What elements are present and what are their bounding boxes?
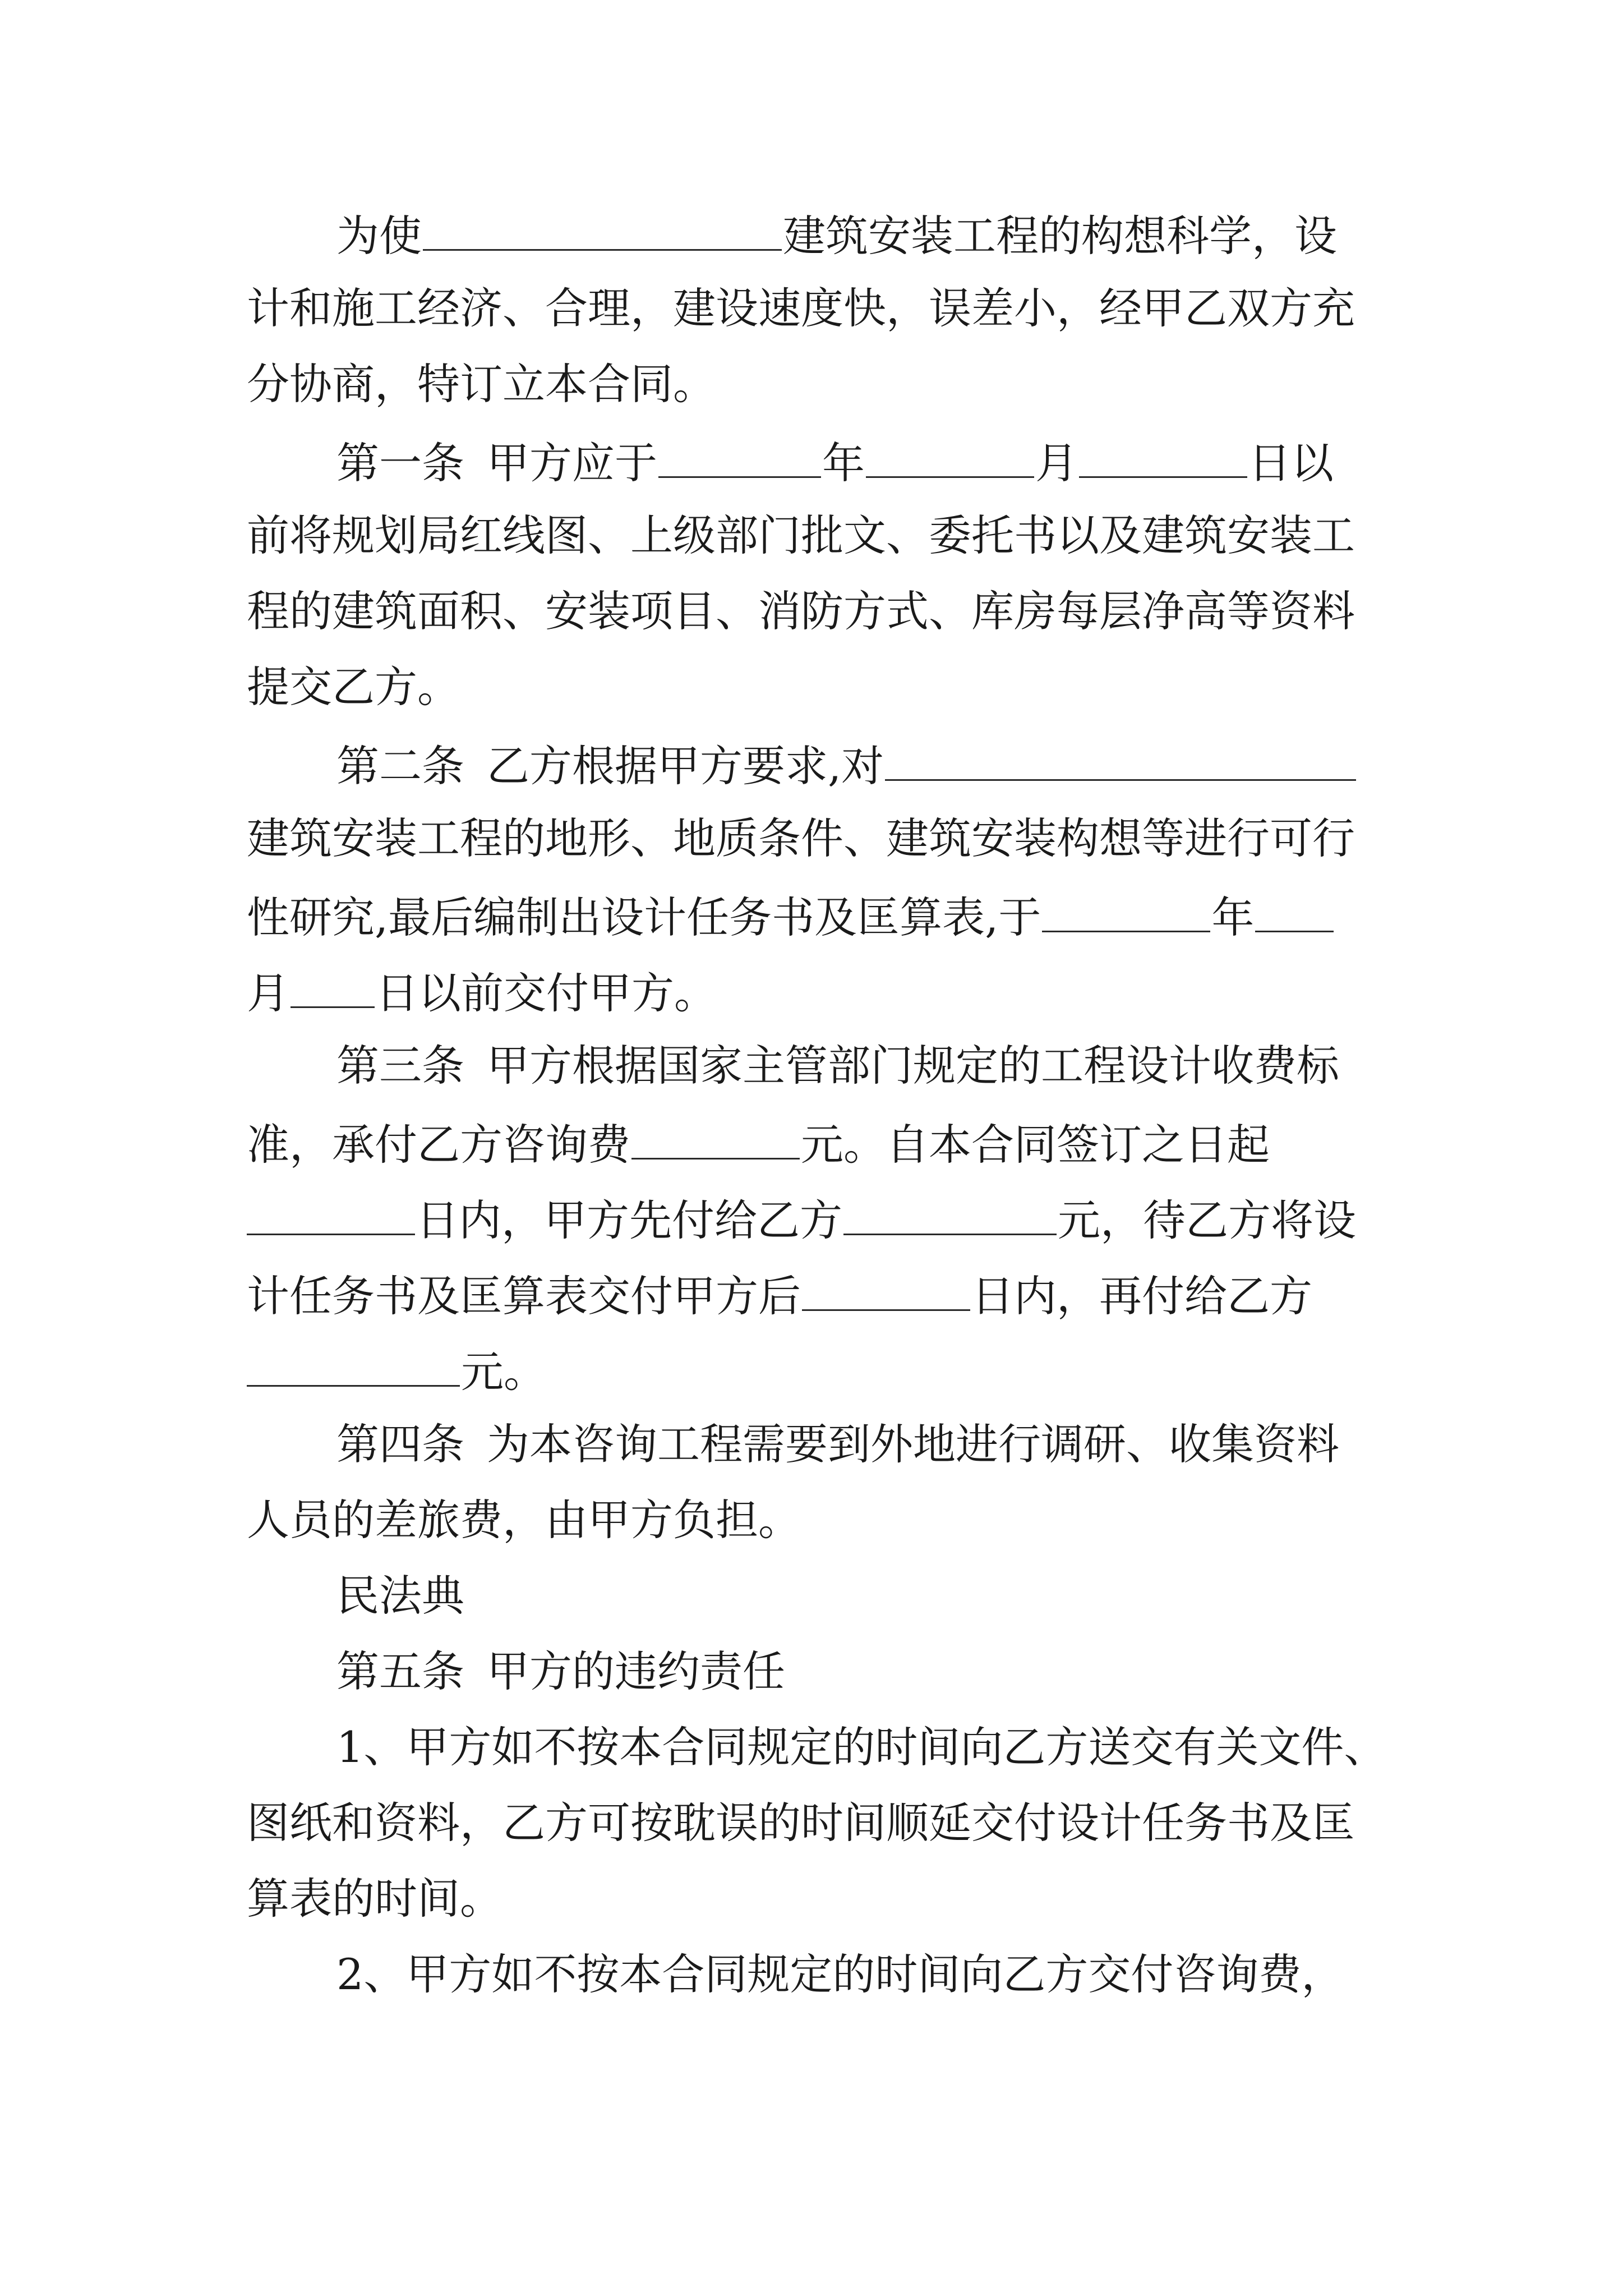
text-line: 前将规划局红线图、上级部门批文、委托书以及建筑安装工 [247,510,1355,560]
text-segment: 性研究,最后编制出设计任务书及匡算表,于 [247,892,1041,942]
text-line: 图纸和资料，乙方可按耽误的时间顺延交付设计任务书及匡 [247,1798,1355,1848]
text-segment: 日以前交付甲方。 [376,968,717,1018]
text-segment: 准，承付乙方咨询费 [247,1120,630,1170]
text-segment: 建筑安装工程的构想科学，设 [783,211,1337,261]
fill-in-blank[interactable] [1042,889,1210,932]
fill-in-blank[interactable] [866,435,1034,478]
text-line [247,1268,1312,1321]
article-label: 第五条 [336,1646,464,1696]
article-label: 第二条 [336,741,464,791]
text-line [247,889,1335,940]
text-line [336,738,1357,791]
text-segment: 日内，甲方先付给乙方 [416,1195,842,1245]
text-line: 建筑安装工程的地形、地质条件、建筑安装构想等进行可行 [247,813,1355,863]
text-segment: 甲方的违约责任 [487,1646,785,1696]
text-segment: 计任务书及匡算表交付甲方后 [247,1271,801,1321]
text-line: 1、甲方如不按本合同规定的时间向乙方送交有关文件、 [336,1722,1387,1772]
text-segment: 元。自本合同签订之日起 [801,1120,1270,1170]
fill-in-blank[interactable] [247,1343,460,1387]
article-label: 第一条 [336,438,464,488]
text-line [247,1343,546,1397]
text-segment: 年 [1211,892,1255,942]
text-line: 2、甲方如不按本合同规定的时间向乙方交付咨询费， [336,1949,1344,1999]
text-line: 分协商，特订立本合同。 [247,359,716,409]
text-line [336,1041,1339,1091]
text-segment: 元，待乙方将设 [1058,1195,1356,1245]
fill-in-blank[interactable] [631,1116,800,1159]
text-segment: 日内，再付给乙方 [971,1271,1312,1321]
text-segment: 为本咨询工程需要到外地进行调研、收集资料 [487,1419,1339,1469]
text-segment: 月 [1035,438,1078,488]
fill-in-blank[interactable] [423,208,782,251]
text-segment: 日以 [1248,438,1334,488]
fill-in-blank[interactable] [247,1192,415,1235]
text-line [336,1646,785,1697]
fill-in-blank[interactable] [658,435,821,478]
article-label: 第四条 [336,1419,464,1469]
fill-in-blank[interactable] [843,1192,1057,1235]
fill-in-blank[interactable] [802,1268,970,1311]
text-line [247,965,717,1018]
text-line [336,435,1334,488]
text-line: 人员的差旅费，由甲方负担。 [247,1495,801,1545]
text-line: 提交乙方。 [247,662,460,712]
text-segment: 元。 [461,1347,546,1397]
text-segment: 乙方根据甲方要求,对 [487,741,884,791]
fill-in-blank[interactable] [1079,435,1247,478]
text-segment: 甲方根据国家主管部门规定的工程设计收费标 [487,1041,1339,1091]
text-segment: 为使 [336,211,422,261]
text-segment: 甲方应于 [487,438,657,488]
text-segment: 年 [822,438,865,488]
article-label: 第三条 [336,1041,464,1091]
text-line [336,1419,1339,1470]
fill-in-blank[interactable] [1255,889,1334,932]
text-line [247,1192,1356,1243]
text-line: 计和施工经济、合理，建设速度快，误差小，经甲乙双方充 [247,283,1355,333]
text-line: 民法典 [336,1571,464,1621]
text-line [247,1116,1270,1170]
text-segment: 月 [247,968,289,1018]
text-line [336,208,1337,261]
text-line: 算表的时间。 [247,1874,502,1924]
text-line: 程的建筑面积、安装项目、消防方式、库房每层净高等资料 [247,586,1355,636]
fill-in-blank[interactable] [291,965,375,1008]
fill-in-blank[interactable] [885,738,1356,781]
